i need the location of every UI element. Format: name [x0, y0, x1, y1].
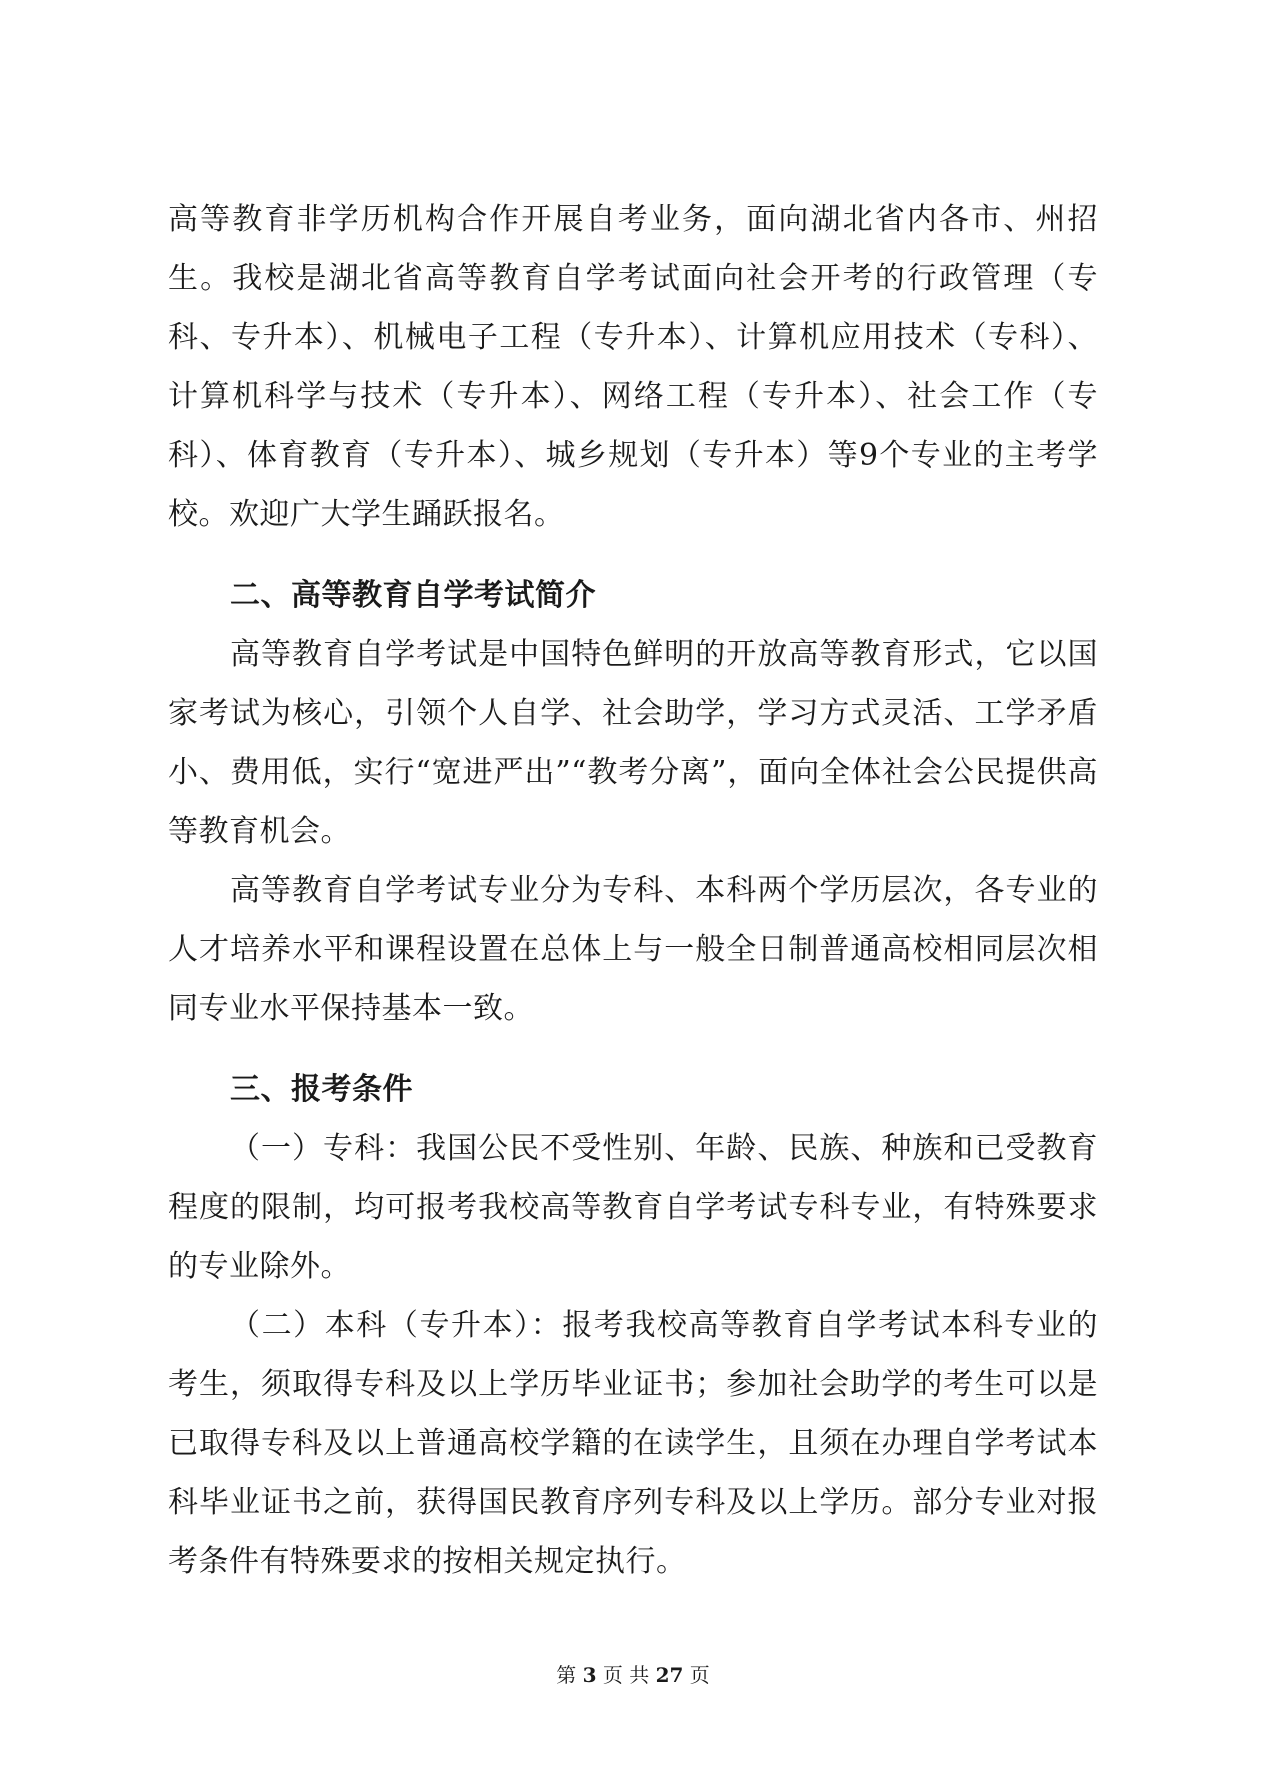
intro-paragraph: 高等教育非学历机构合作开展自考业务，面向湖北省内各市、州招生。我校是湖北省高等教育自学考试面向社会开考的行政管理（专科、专升本）、机械电子工程（专升本）、计算机应用技术（专科）、计算机科学与技术（专升本）、网络工程（专升本）、社会工作（专科）、体育教育（专升本）、城乡规划（专升本）等9个专业的主考学校。欢迎广大学生踊跃报名。: [168, 202, 1098, 532]
footer-current-page: 3: [582, 1663, 597, 1687]
footer-middle: 页 共: [602, 1663, 650, 1687]
section-2-heading: 二、高等教育自学考试简介: [230, 578, 596, 613]
footer-prefix: 第: [556, 1663, 577, 1687]
footer-total-pages: 27: [655, 1663, 684, 1687]
section-3-heading: 三、报考条件: [230, 1072, 413, 1107]
section-3-paragraph-2: （二）本科（专升本）：报考我校高等教育自学考试本科专业的考生，须取得专科及以上学历毕业证书；参加社会助学的考生可以是已取得专科及以上普通高校学籍的在读学生，且须在办理自学考试本科毕业证书之前，获得国民教育序列专科及以上学历。部分专业对报考条件有特殊要求的按相关规定执行。: [168, 1308, 1098, 1579]
footer-suffix: 页: [689, 1663, 710, 1687]
document-body: [168, 190, 1098, 1591]
section-2-paragraph-1: 高等教育自学考试是中国特色鲜明的开放高等教育形式，它以国家考试为核心，引领个人自学、社会助学，学习方式灵活、工学矛盾小、费用低，实行“宽进严出”“教考分离”，面向全体社会公民提供高等教育机会。: [168, 637, 1098, 849]
section-3-paragraph-1: （一）专科：我国公民不受性别、年龄、民族、种族和已受教育程度的限制，均可报考我校高等教育自学考试专科专业，有特殊要求的专业除外。: [168, 1131, 1098, 1284]
page-footer: [0, 1662, 1266, 1688]
section-2-paragraph-2: 高等教育自学考试专业分为专科、本科两个学历层次，各专业的人才培养水平和课程设置在总体上与一般全日制普通高校相同层次相同专业水平保持基本一致。: [168, 873, 1098, 1026]
